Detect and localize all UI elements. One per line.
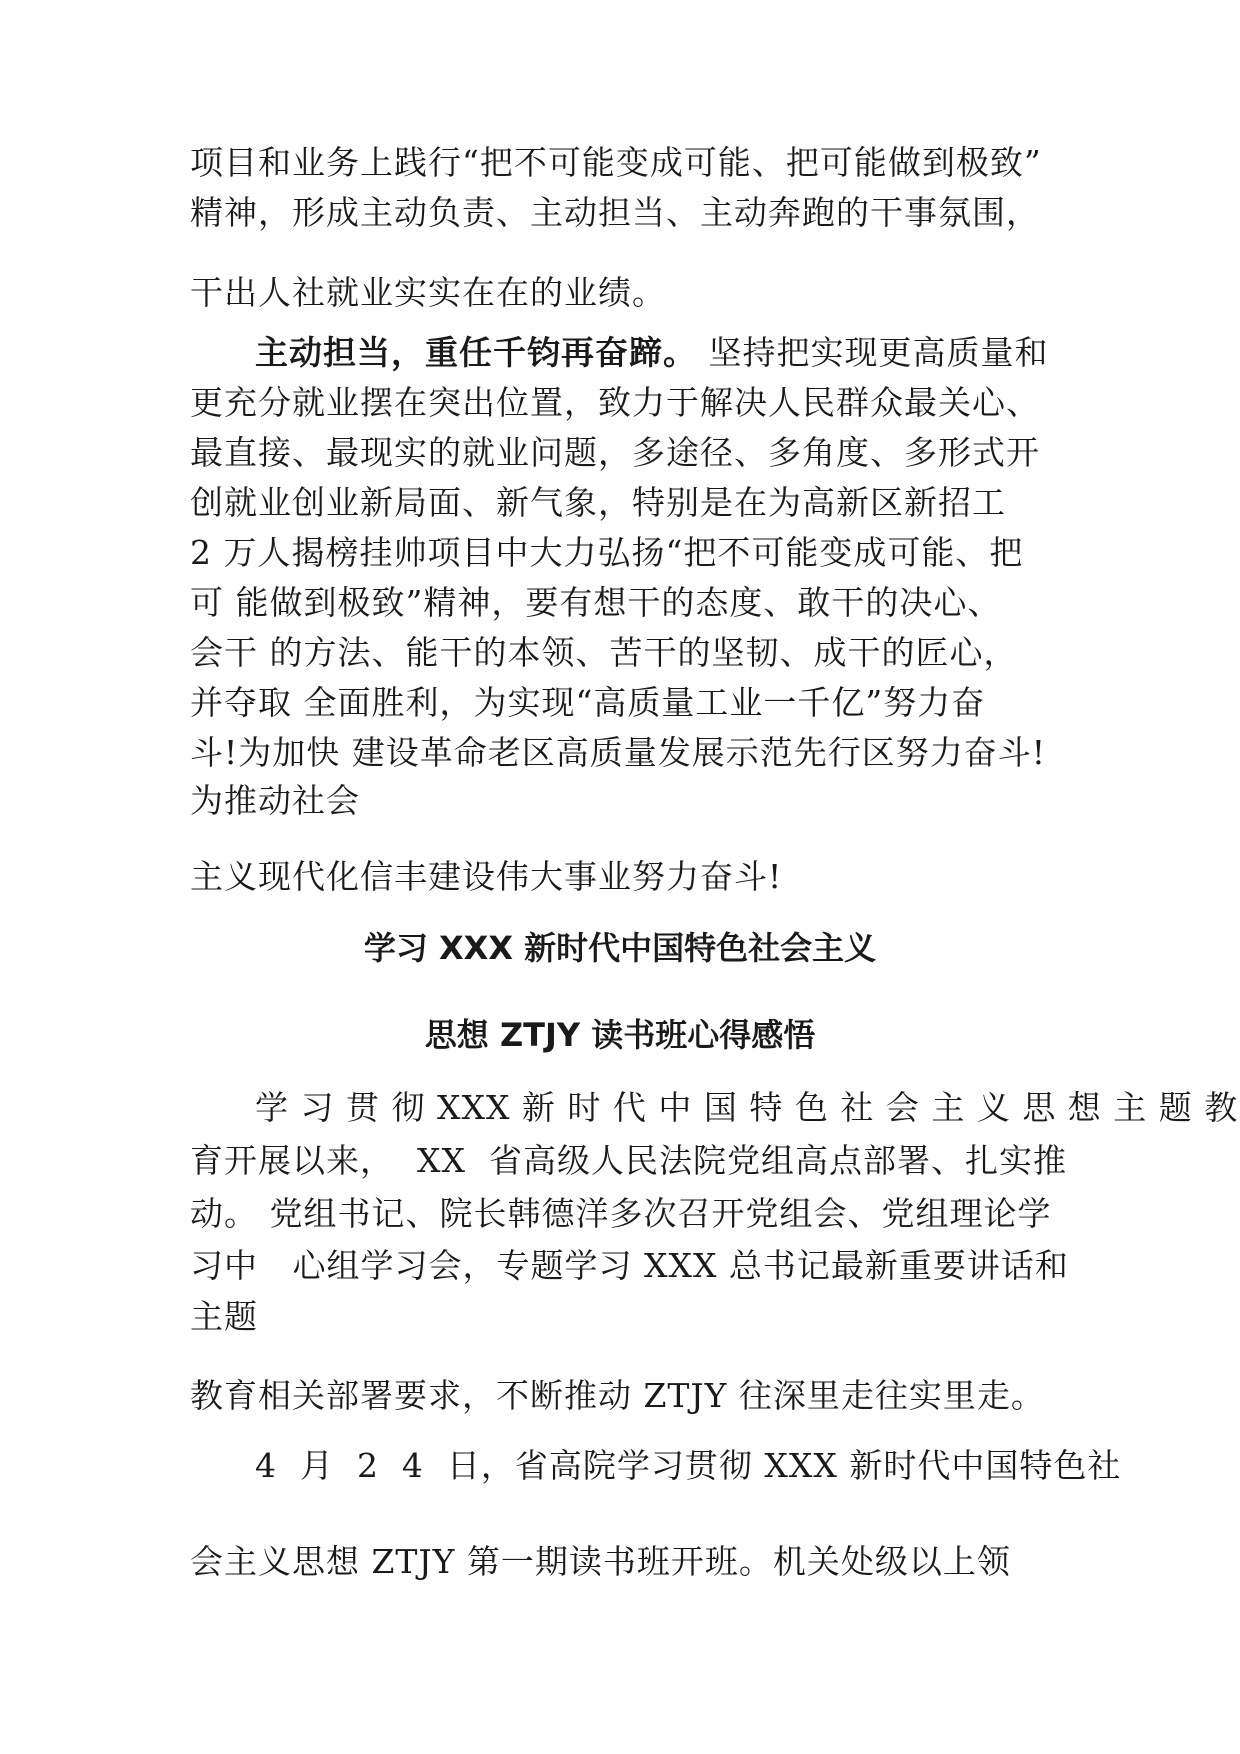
lead-rest-text: 坚持把实现更高质量和	[697, 333, 1049, 372]
paragraph-lead-line	[255, 333, 1049, 373]
text-line: 为推动社会	[190, 781, 360, 820]
text-line: 育开展以来， XX 省高级人民法院党组高点部署、扎实推	[190, 1141, 1067, 1180]
text-line: 创就业创业新局面、新气象，特别是在为高新区新招工	[190, 483, 1006, 522]
text-line: 主义现代化信丰建设伟大事业努力奋斗!	[190, 857, 783, 896]
text-line: 可 能做到极致”精神，要有想干的态度、敢干的决心、	[190, 583, 1002, 622]
text-line: 动。 党组书记、院长韩德洋多次召开党组会、党组理论学	[190, 1194, 1052, 1233]
text-line: 教育相关部署要求，不断推动 ZTJY 往深里走往实里走。	[190, 1376, 1045, 1415]
text-line: 会干 的方法、能干的本领、苦干的坚韧、成干的匠心，	[190, 633, 1018, 672]
text-line: 并夺取 全面胜利，为实现“高质量工业一千亿”努力奋	[190, 683, 986, 722]
text-line: 主题	[190, 1297, 258, 1336]
text-line: 习中 心组学习会，专题学习 XXX 总书记最新重要讲话和	[190, 1246, 1069, 1285]
text-line: 4 月 2 4 日，省高院学习贯彻 XXX 新时代中国特色社	[255, 1446, 1122, 1485]
section-title-line-1: 学习 XXX 新时代中国特色社会主义	[363, 929, 877, 967]
section-title-line-2: 思想 ZTJY 读书班心得感悟	[424, 1016, 816, 1054]
text-line: 精神，形成主动负责、主动担当、主动奔跑的干事氛围，	[190, 193, 1040, 232]
bold-lead-text: 主动担当，重任千钧再奋蹄。	[255, 333, 697, 372]
text-line: 更充分就业摆在突出位置，致力于解决人民群众最关心、	[190, 383, 1040, 422]
text-line: 2 万人揭榜挂帅项目中大力弘扬“把不可能变成可能、把	[190, 533, 1024, 572]
text-line: 学 习 贯 彻 XXX 新 时 代 中 国 特 色 社 会 主 义 思 想 主 题 教	[255, 1088, 1239, 1127]
text-line: 项目和业务上践行“把不可能变成可能、把可能做到极致”	[190, 143, 1042, 182]
text-line: 会主义思想 ZTJY 第一期读书班开班。机关处级以上领	[190, 1542, 1011, 1581]
text-line: 最直接、最现实的就业问题，多途径、多角度、多形式开	[190, 433, 1040, 472]
text-line: 干出人社就业实实在在的业绩。	[190, 273, 666, 312]
text-line: 斗!为加快 建设革命老区高质量发展示范先行区努力奋斗!	[190, 733, 1047, 772]
